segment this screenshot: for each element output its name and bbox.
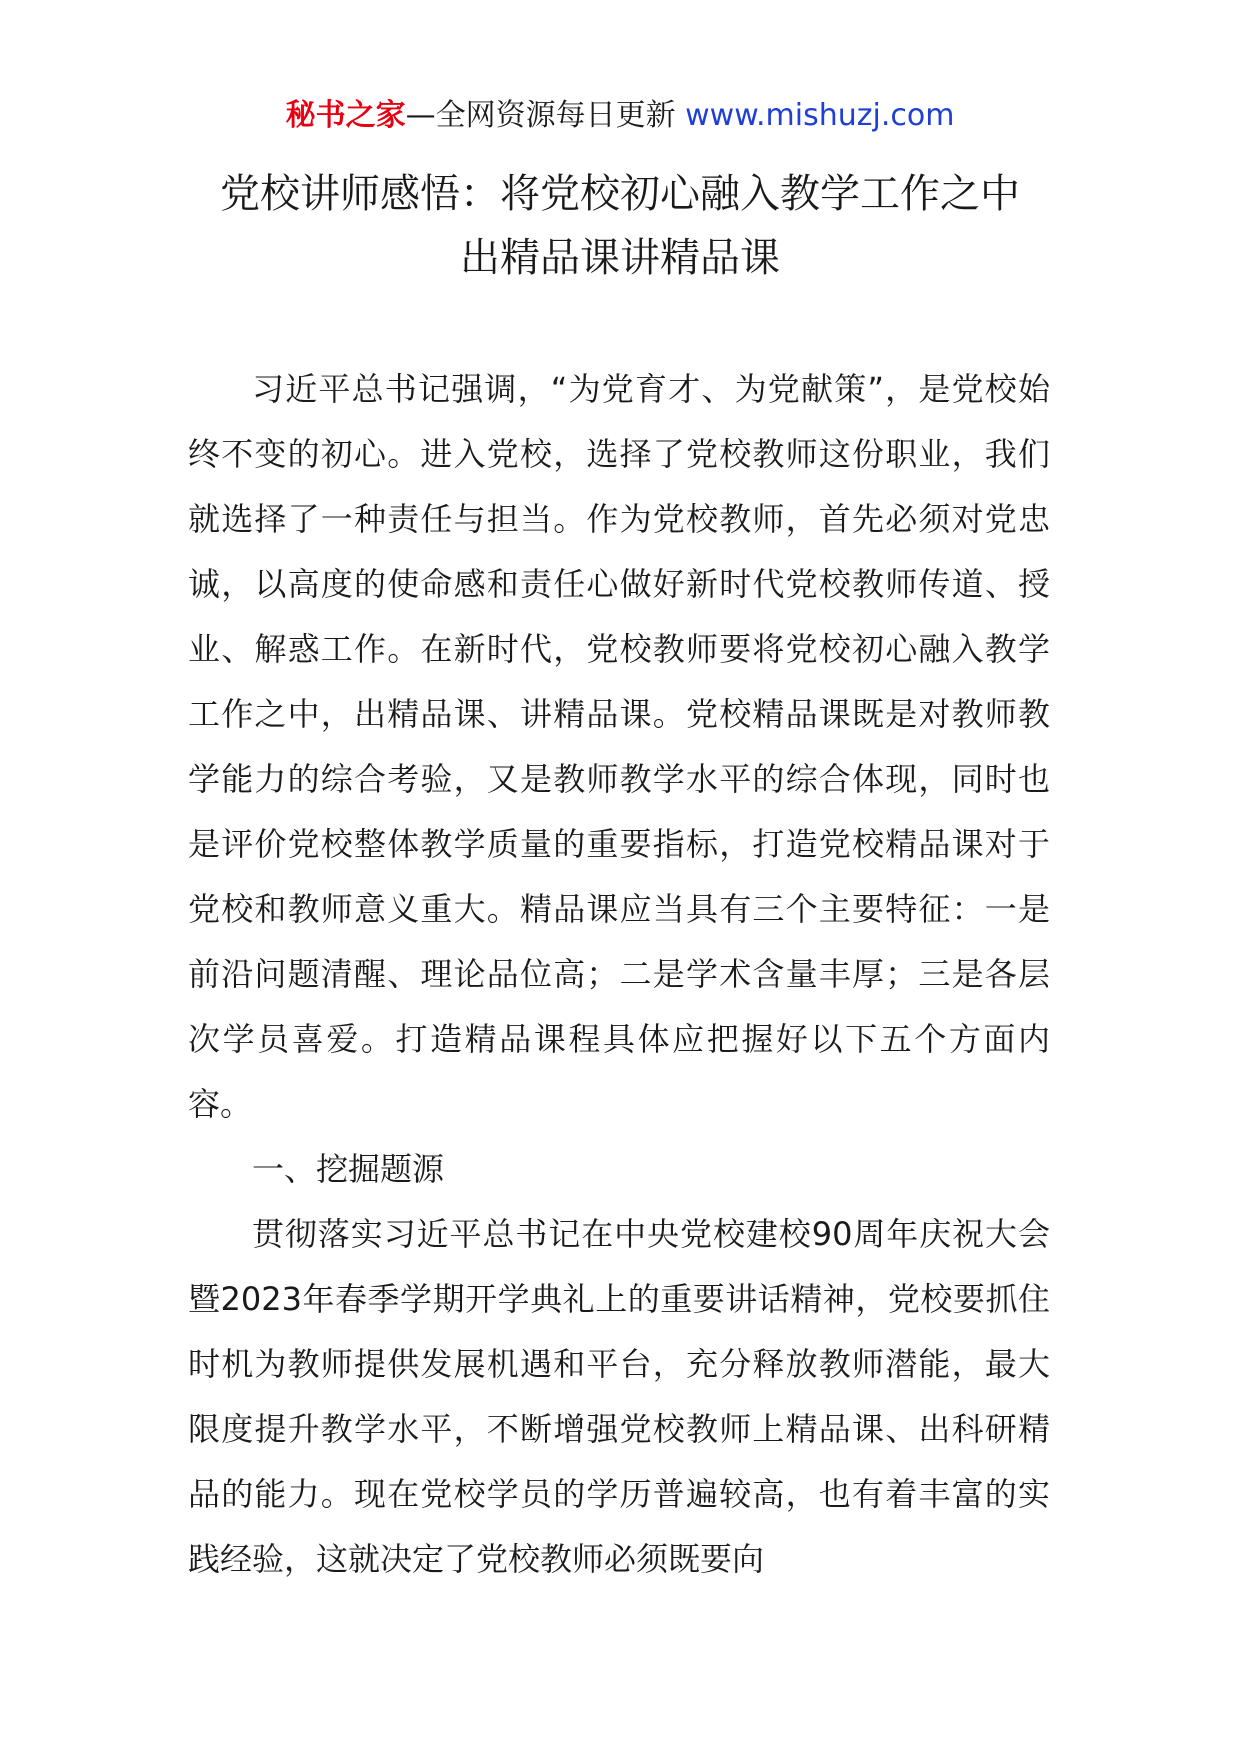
document-title-line-1: 党校讲师感悟：将党校初心融入教学工作之中 [220, 171, 1020, 217]
body-paragraph: 习近平总书记强调，“为党育才、为党献策”，是党校始终不变的初心。进入党校，选择了党校教师这份职业，我们就选择了一种责任与担当。作为党校教师，首先必须对党忠诚，以高度的使命感和责任心做好新时代党校教师传道、授业、解惑工作。在新时代，党校教师要将党校初心融入教学工作之中，出精品课、讲精品课。党校精品课既是对教师教学能力的综合考验，又是教师教学水平的综合体现，同时也是评价党校整体教学质量的重要指标，打造党校精品课对于党校和教师意义重大。精品课应当具有三个主要特征：一是前沿问题清醒、理论品位高；二是学术含量丰厚；三是各层次学员喜爱。打造精品课程具体应把握好以下五个方面内容。 [188, 370, 1050, 1123]
header-tagline: —全网资源每日更新 [405, 98, 676, 133]
document-title [150, 162, 1090, 290]
brand-name: 秘书之家 [285, 98, 406, 133]
body-paragraph: 贯彻落实习近平总书记在中央党校建校90周年庆祝大会暨2023年春季学期开学典礼上的重要讲话精神，党校要抓住时机为教师提供发展机遇和平台，充分释放教师潜能，最大限度提升教学水平，不断增强党校教师上精品课、出科研精品的能力。现在党校学员的学历普遍较高，也有着丰富的实践经验，这就决定了党校教师必须既要向 [188, 1215, 1050, 1578]
document-title-line-2: 出精品课讲精品课 [460, 235, 780, 281]
site-header [0, 96, 1240, 136]
site-url-link[interactable]: www.mishuzj.com [685, 98, 955, 133]
document-body [188, 357, 1050, 1592]
section-heading: 一、挖掘题源 [252, 1150, 445, 1188]
